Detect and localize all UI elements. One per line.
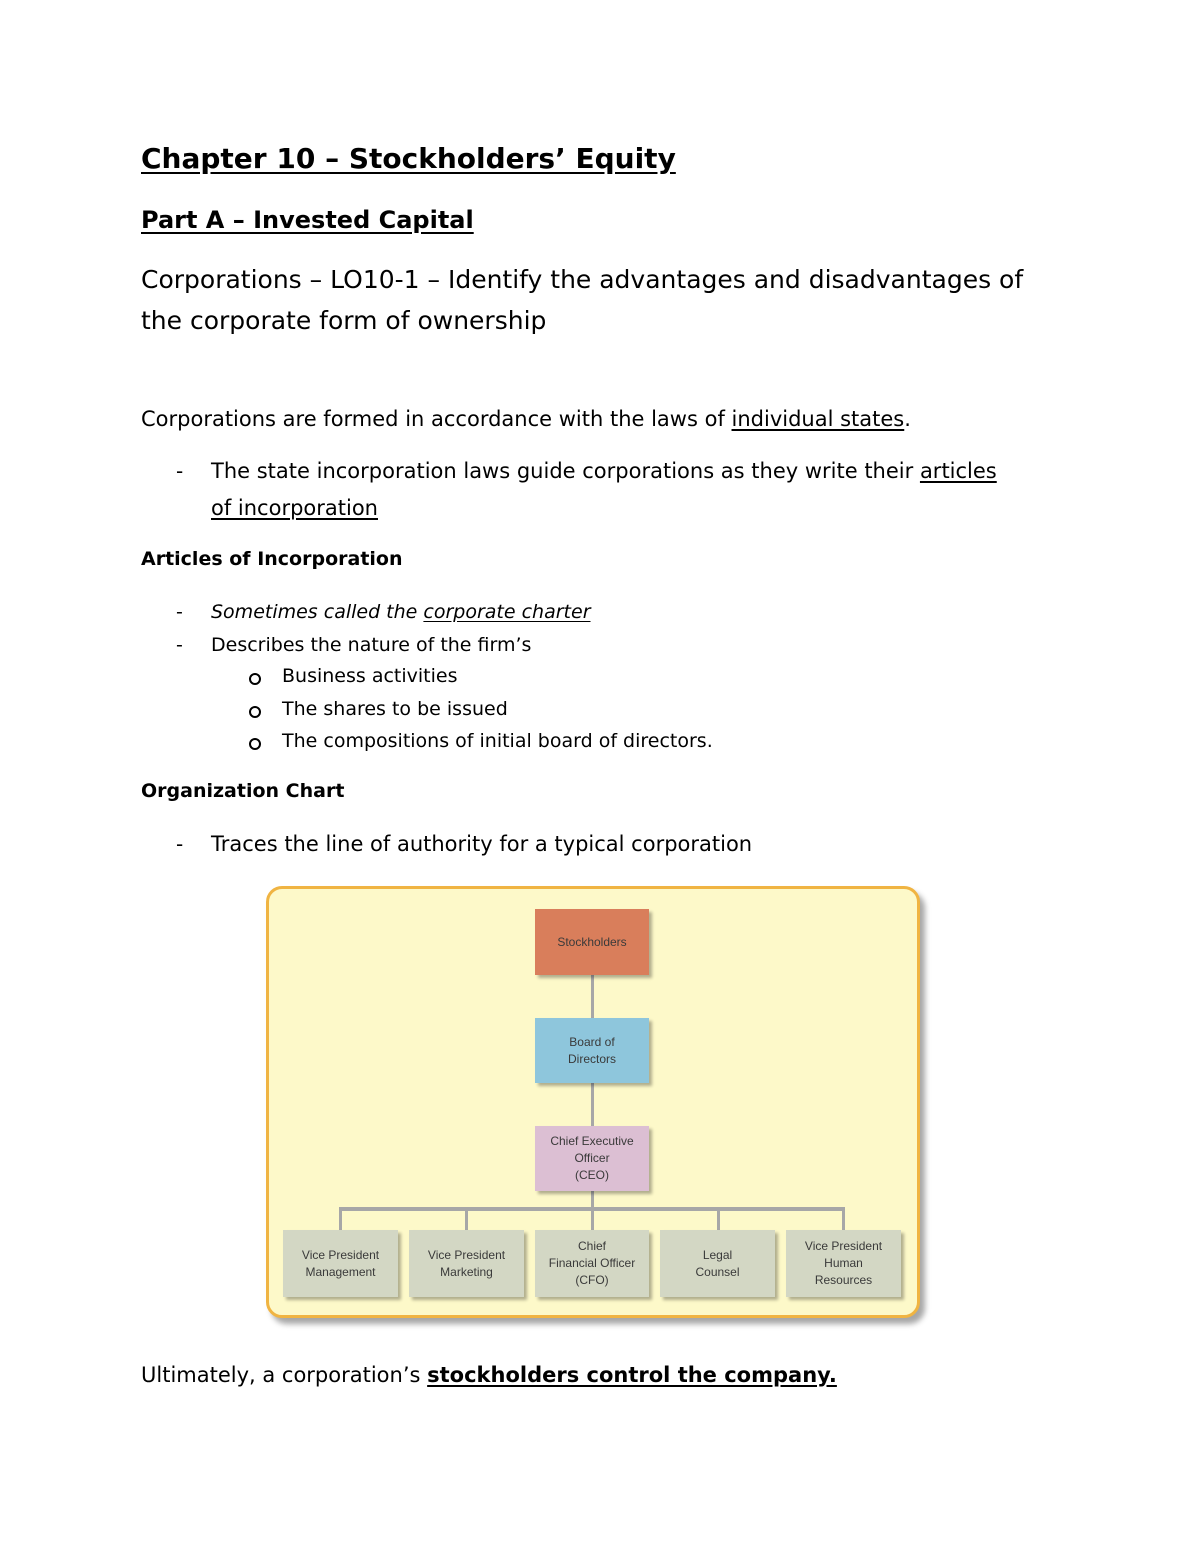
cfo-node: Chief Financial Officer (CFO) [535, 1230, 649, 1297]
learning-objective-line-1: Corporations – LO10-1 – Identify the advantages and disadvantages of [141, 265, 1024, 294]
page-title: Chapter 10 – Stockholders’ Equity [141, 142, 676, 175]
formed-period: . [904, 407, 911, 431]
dash-bullet: - [176, 832, 184, 856]
vp-marketing-node: Vice President Marketing [409, 1230, 524, 1297]
sub-item-board: The compositions of initial board of directors. [282, 730, 713, 752]
charter-text: Sometimes called the [211, 601, 424, 623]
connector-line [591, 1207, 594, 1230]
state-laws-line-1 [211, 459, 997, 483]
state-laws-text: The state incorporation laws guide corporations as they write their [211, 459, 920, 483]
nature-item: Describes the nature of the firm’s [211, 634, 532, 656]
sub-item-shares: The shares to be issued [282, 698, 508, 720]
vp-human-resources-node: Vice President Human Resources [786, 1230, 901, 1297]
board-of-directors-node: Board of Directors [535, 1018, 649, 1083]
org-chart [266, 886, 920, 1318]
connector-line [465, 1207, 468, 1230]
stockholders-control-text: stockholders control the company. [427, 1363, 837, 1387]
connector-line [591, 975, 594, 1018]
connector-line [591, 1083, 594, 1126]
dash-bullet: - [176, 459, 184, 483]
org-chart-item: Traces the line of authority for a typical corporation [211, 832, 753, 856]
circle-bullet-icon [249, 738, 261, 750]
conclusion-paragraph [141, 1363, 837, 1387]
ceo-node: Chief Executive Officer (CEO) [535, 1126, 649, 1191]
sub-item-business: Business activities [282, 665, 458, 687]
org-chart-heading: Organization Chart [141, 780, 345, 802]
individual-states-text: individual states [731, 407, 905, 431]
vp-management-node: Vice President Management [283, 1230, 398, 1297]
formed-paragraph [141, 407, 911, 431]
learning-objective-line-2: the corporate form of ownership [141, 306, 547, 335]
conclusion-text: Ultimately, a corporation’s [141, 1363, 428, 1387]
state-laws-line-2: of incorporation [211, 496, 378, 520]
dash-bullet: - [176, 634, 183, 656]
articles-heading: Articles of Incorporation [141, 548, 403, 570]
connector-line [842, 1207, 845, 1230]
legal-counsel-node: Legal Counsel [660, 1230, 775, 1297]
circle-bullet-icon [249, 673, 261, 685]
charter-item [211, 601, 591, 623]
stockholders-node: Stockholders [535, 909, 649, 975]
connector-line [717, 1207, 720, 1230]
articles-link-text: articles [919, 459, 997, 483]
connector-line [339, 1207, 342, 1230]
part-heading: Part A – Invested Capital [141, 206, 474, 234]
corporate-charter-text: corporate charter [423, 601, 591, 623]
circle-bullet-icon [249, 706, 261, 718]
dash-bullet: - [176, 601, 183, 623]
connector-line [591, 1191, 594, 1207]
formed-text: Corporations are formed in accordance with the laws of [141, 407, 732, 431]
